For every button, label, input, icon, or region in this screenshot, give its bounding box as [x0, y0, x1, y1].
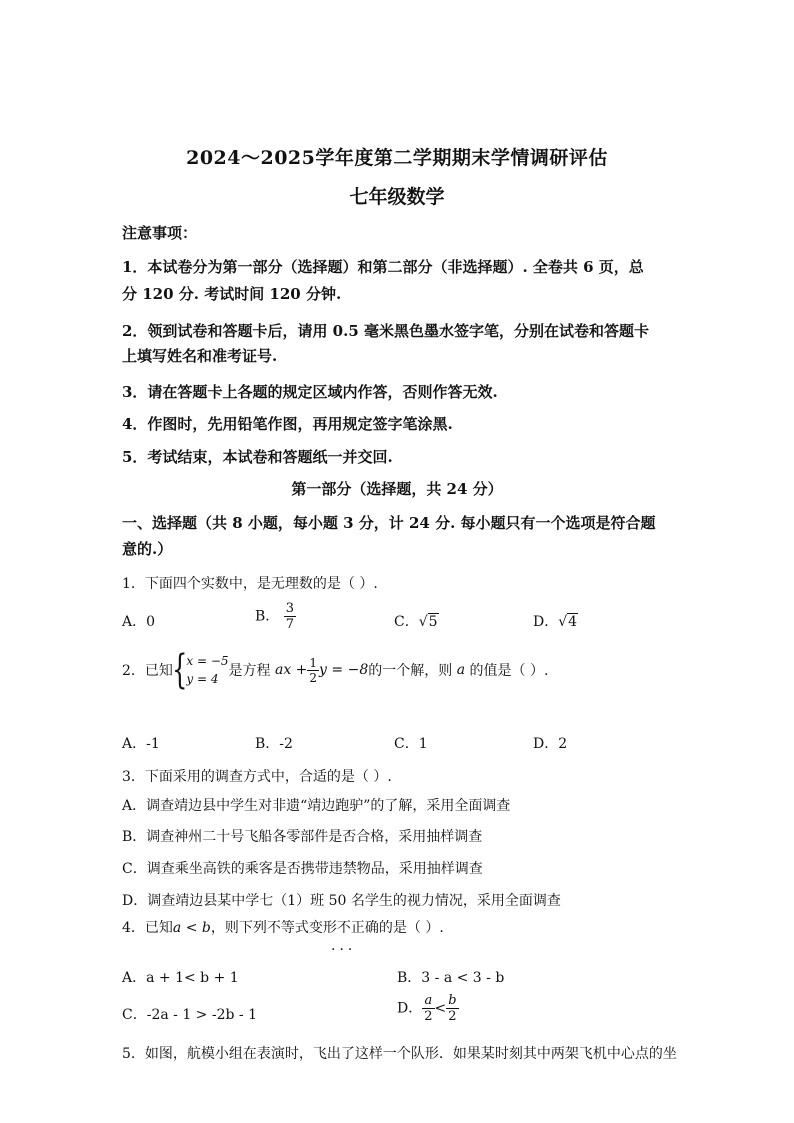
- q4-condition: a < b: [172, 920, 211, 936]
- fraction-numerator: 3: [285, 601, 295, 616]
- q2-option-c: C．1: [394, 736, 428, 752]
- note-2-line-1: 2．领到试卷和答题卡后，请用 0.5 毫米黑色墨水签字笔，分别在试卷和答题卡: [122, 322, 649, 340]
- fraction-numerator: a: [422, 994, 434, 1009]
- q2-stem-mid: 是方程: [228, 663, 271, 679]
- left-brace-icon: {: [172, 647, 188, 693]
- section1-line-2: 意的.）: [122, 540, 173, 558]
- q1-option-d: [533, 611, 578, 631]
- note-5: 5．考试结束，本试卷和答题纸一并交回.: [122, 448, 393, 466]
- exam-title: 2024～2025学年度第二学期期末学情调研评估: [186, 147, 608, 169]
- q3-option-d: D．调查靖边县某中学七（1）班 50 名学生的视力情况，采用全面调查: [122, 893, 561, 909]
- part1-title: 第一部分（选择题，共 24 分）: [291, 480, 503, 498]
- q3-option-c: C．调查乘坐高铁的乘客是否携带违禁物品，采用抽样调查: [122, 861, 483, 877]
- q4-stem-suffix: ，则下列不等式变形不正确的是（ ）.: [210, 920, 444, 936]
- q3-stem: 3．下面采用的调查方式中，合适的是（ ）.: [122, 769, 392, 785]
- system-line-1: x = −5: [186, 654, 229, 668]
- fraction-numerator: b: [448, 993, 457, 1008]
- q4-stem: [122, 917, 444, 937]
- q4-fraction-a: [422, 994, 434, 1023]
- q1-option-b: [255, 602, 296, 631]
- q2-option-a: A．-1: [122, 736, 160, 752]
- q4-fraction-b: [446, 994, 458, 1023]
- q1-option-d-prefix: D．: [533, 614, 559, 630]
- notes-heading: 注意事项：: [122, 224, 198, 242]
- exam-subject: 七年级数学: [349, 186, 445, 208]
- q2-stem-suffix: 的一个解，则: [368, 663, 453, 679]
- note-4: 4．作图时，先用铅笔作图，再用规定签字笔涂黑.: [122, 415, 453, 433]
- q4-option-d-prefix: D．: [397, 1000, 423, 1017]
- q4-option-b: B．3 - a < 3 - b: [397, 970, 505, 986]
- sqrt-radicand: 4: [568, 614, 578, 630]
- q4-stem-prefix: 4．已知: [122, 920, 173, 936]
- note-3: 3．请在答题卡上各题的规定区域内作答，否则作答无效.: [122, 383, 498, 401]
- sqrt-symbol: √5: [418, 614, 438, 630]
- q3-option-a: A．调查靖边县中学生对非遗“靖边跑驴”的了解，采用全面调查: [122, 798, 511, 814]
- q2-stem-end: 的值是（ ）.: [469, 663, 549, 679]
- system-line-2: y = 4: [186, 672, 219, 686]
- fraction-denominator: 2: [448, 1009, 457, 1024]
- q2-eq-left: ax +: [274, 662, 308, 678]
- q1-stem: 1．下面四个实数中，是无理数的是（ ）.: [122, 576, 378, 592]
- q2-stem-prefix: 2．已知: [122, 663, 173, 679]
- fraction-numerator: 1: [309, 655, 318, 670]
- q1-option-a: A．0: [122, 614, 156, 630]
- q2-eq-fraction: [307, 657, 319, 684]
- q2-var: a: [456, 662, 466, 678]
- note-1-line-1: 1．本试卷分为第一部分（选择题）和第二部分（非选择题）. 全卷共 6 页，总: [122, 258, 644, 276]
- note-2-line-2: 上填写姓名和准考证号.: [122, 347, 278, 365]
- less-than-sign: <: [434, 1000, 447, 1017]
- q2-eq-right: y = −8: [319, 662, 369, 678]
- q1-option-c-prefix: C．: [394, 614, 419, 630]
- sqrt-symbol: √4: [558, 614, 578, 630]
- q4-option-a: A．a + 1< b + 1: [122, 970, 239, 986]
- q5-stem: 5．如图，航模小组在表演时，飞出了这样一个队形．如果某时刻其中两架飞机中心点的坐: [122, 1046, 677, 1062]
- fraction-denominator: 7: [285, 617, 295, 632]
- fraction-denominator: 2: [424, 1009, 433, 1024]
- q1-option-b-fraction: [284, 602, 296, 631]
- note-1-line-2: 分 120 分. 考试时间 120 分钟.: [122, 285, 342, 303]
- section1-line-1: 一、选择题（共 8 小题，每小题 3 分，计 24 分. 每小题只有一个选项是符合题: [122, 514, 656, 532]
- q2-equation-system: [186, 652, 228, 688]
- fraction-denominator: 2: [309, 670, 318, 685]
- sqrt-radicand: 5: [428, 614, 438, 630]
- q1-option-b-prefix: B．: [255, 608, 280, 625]
- emphasis-dots: ···: [331, 942, 357, 958]
- q2-stem: [122, 647, 549, 693]
- q2-option-d: D．2: [533, 736, 568, 752]
- q1-option-c: [394, 611, 439, 631]
- q2-option-b: B．-2: [255, 736, 293, 752]
- q4-option-d: [397, 994, 459, 1023]
- q4-option-c: C．-2a - 1 > -2b - 1: [122, 1007, 258, 1023]
- q3-option-b: B．调查神州二十号飞船各零部件是否合格，采用抽样调查: [122, 829, 483, 845]
